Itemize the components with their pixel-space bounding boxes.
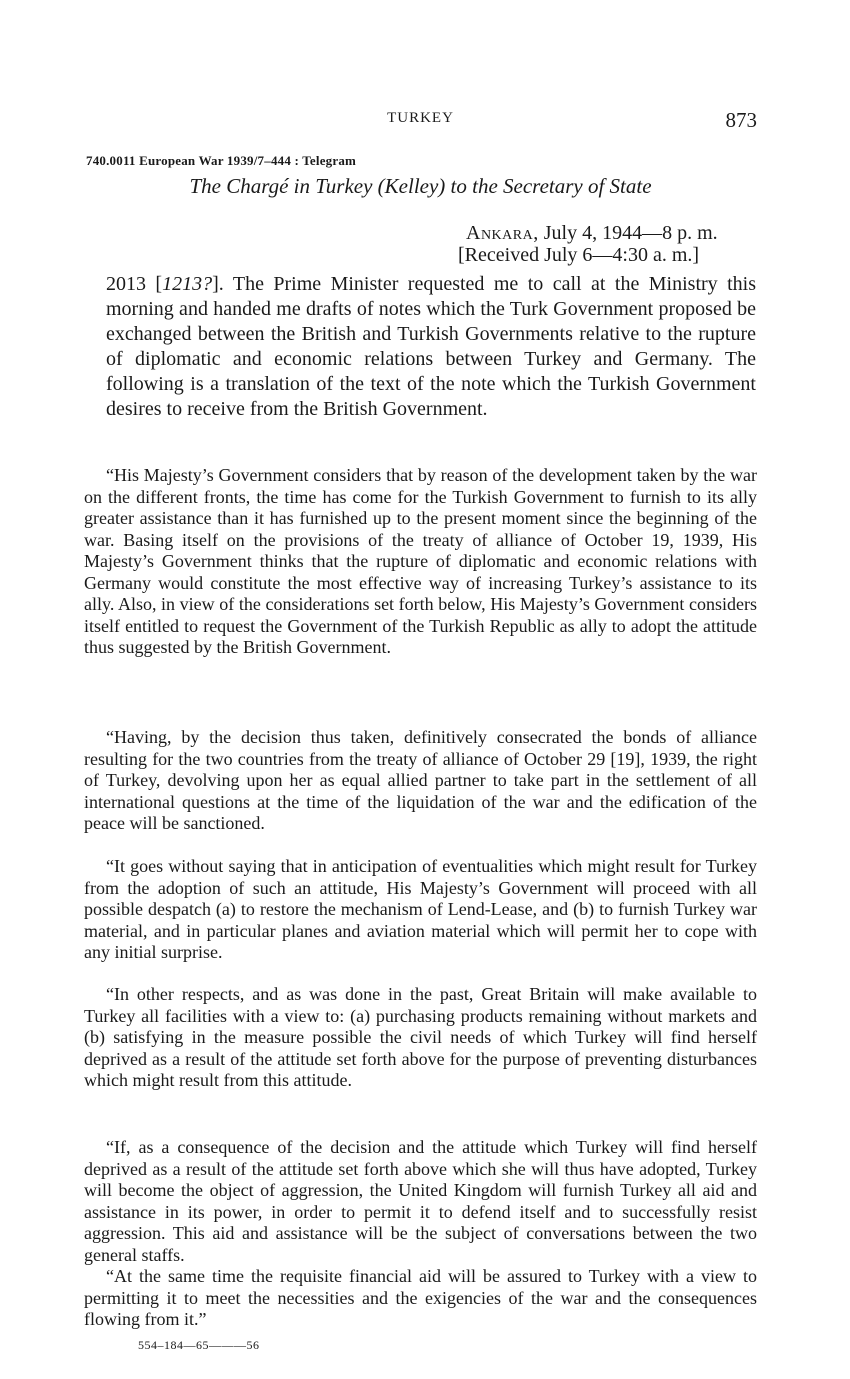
quote-paragraph: “If, as a consequence of the decision and the attitude which Turkey will find herself deprived as a result of the attitude set forth above which she will thus have adopted, Turkey will become the object of aggression, the United Kingdom will furnish Turkey all aid and assistance in its power, in order to permit it to defend itself and to successfully resist aggression. This aid and assistance will be the subject of conversations between the two general staffs. [84, 1137, 757, 1265]
lead-text: The Prime Minister requested me to call at the Ministry this morning and handed me drafts of notes which the Turk Government proposed be exchanged between the British and Turkish Governments relative to the rupture of diplomatic and economic relations between Turkey and Germany. The following is a translation of the text of the note which the Turkish Government desires to receive from the British Government. [106, 273, 756, 420]
telegram-number-close: ]. [212, 273, 224, 295]
dateline-date: July 4, 1944—8 p. m. [538, 222, 718, 244]
quote-paragraph: “Having, by the decision thus taken, definitively consecrated the bonds of alliance resulting for the two countries from the treaty of alliance of October 29 [19], 1939, the right of Turkey, devolving upon her as equal allied partner to take part in the settlement of all international questions at the time of the liquidation of the war and the edification of the peace will be sanctioned. [84, 727, 757, 833]
telegram-number-correction: 1213? [162, 273, 213, 295]
telegram-number: 2013 [ [106, 273, 163, 295]
page-number: 873 [725, 108, 757, 132]
quote-paragraph: “It goes without saying that in anticipation of eventualities which might result for Turkey from the adoption of such an attitude, His Majesty’s Government will proceed with all possible despatch (a) to restore the mechanism of Lend-Lease, and (b) to furnish Turkey war material, and in particular planes and aviation material which will permit her to cope with any initial surprise. [84, 856, 757, 962]
dateline-place: Ankara, [466, 222, 539, 244]
running-head [84, 108, 757, 134]
document-title: The Chargé in Turkey (Kelley) to the Secretary of State [189, 174, 652, 198]
print-code: 554–184—65———56 [138, 1338, 260, 1352]
running-title: TURKEY [387, 110, 454, 126]
quote-paragraph: “His Majesty’s Government considers that by reason of the development taken by the war on the different fronts, the time has come for the Turkish Government to furnish to its ally greater assistance than it has furnished up to the present moment since the beginning of the war. Basing itself on the provisions of the treaty of alliance of October 19, 1939, His Majesty’s Government thinks that the rupture of diplomatic and economic relations with Germany would constitute the most effective way of increasing Turkey’s assistance to its ally. Also, in view of the considerations set forth below, His Majesty’s Government considers itself entitled to request the Government of the Turkish Republic as ally to adopt the attitude thus suggested by the British Government. [84, 465, 757, 657]
lead-paragraph [106, 272, 756, 422]
received-line: [Received July 6—4:30 a. m.] [458, 244, 700, 266]
quote-paragraph: “At the same time the requisite financial aid will be assured to Turkey with a view to permitting it to meet the necessities and the exigencies of the war and the consequences flowing from it.” [84, 1266, 757, 1329]
file-reference: 740.0011 European War 1939/7–444 : Telegram [86, 153, 357, 168]
dateline [466, 221, 718, 245]
quote-paragraph: “In other respects, and as was done in the past, Great Britain will make available to Turkey all facilities with a view to: (a) purchasing products remaining without markets and (b) satisfying in the measure possible the civil needs of which Turkey will find herself deprived as a result of the attitude set forth above for the purpose of preventing disturbances which might result from this attitude. [84, 984, 757, 1090]
